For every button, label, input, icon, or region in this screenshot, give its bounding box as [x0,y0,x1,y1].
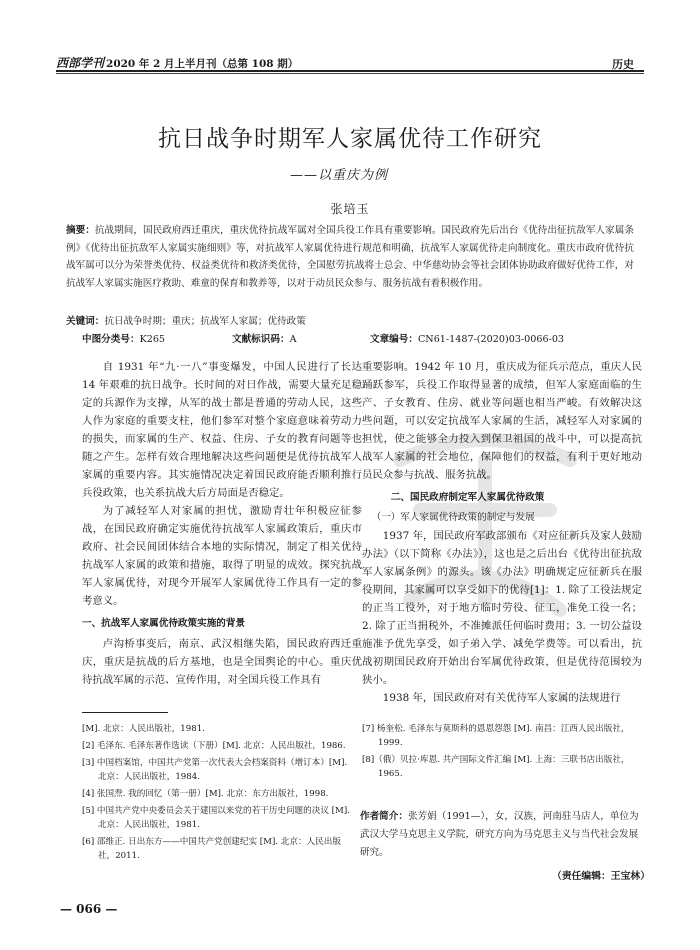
section-heading: 一、抗战军人家属优待政策实施的背景 [82,618,246,629]
reference-item: [8]（俄）贝拉·库恩. 共产国际文件汇编 [M]. 上海：三联书店出版社，1965. [362,755,630,779]
reference-item: [5] 中国共产党中央委员会关于建国以来党的若干历史问题的决议 [M]. 北京：人民出版社，1981. [82,806,350,830]
journal-name: 西部学刊 [56,56,105,70]
paragraph: 卢沟桥事变后，南京、武汉相继失陷，国民政府西迁重庆，重庆是抗战的后方基地，也是全国舆论的中心。重庆优待抗战军属的示范、宣传作用，对全国兵役工作具有 [82,638,362,686]
abstract [66,222,634,292]
page-number: — 066 — [60,902,118,916]
reference-item: [2] 毛泽东. 毛泽东著作选读（下册）[M]. 北京：人民出版社，1986. [82,741,346,751]
article-number [370,331,564,345]
reference-item: [M]. 北京：人民出版社，1981. [82,724,205,734]
section-heading: 二、国民政府制定军人家属优待政策 [390,492,545,503]
clc-number [82,331,165,345]
keywords-text: 抗日战争时期；重庆；抗战军人家属；优待政策 [104,316,306,327]
article-number-value: CN61-1487-(2020)03-0066-03 [417,334,565,345]
right-column [362,358,642,707]
paragraph: 为了减轻军人对家属的担忧，激励青壮年积极应征参战，在国民政府确定实施优待抗战军人家属政策后，重庆市政府、社会民间团体结合本地的实际情况，制定了相关优待抗战军人家属的政策和措施，取得了明显的成效。探究抗战军人家属优待，对现今开展军人家属优待工作具有一定的参考意义。 [82,505,362,607]
article-author: 张培玉 [330,202,370,216]
header-rule [56,70,644,72]
article-title: 抗日战争时期军人家属优待工作研究 [158,126,542,152]
doc-value: A [289,334,297,345]
header-rule-thin [56,73,644,74]
doc-code [232,331,297,345]
paragraph: 自 1931 年“九·一八”事变爆发，中国人民进行了长达 14 年艰难的抗日战争。长时间的对日作战，需要大量充足稳定的兵源作为支撑，从军的战士都是普通的劳动人民，这些人作为家庭的重要支柱，他们参军对整个家庭意味着劳动力的损失，而家属的生产、权益、住房、子女的教育问题等也随之产生。怎样有效合理地解决这些问题便是优待抗战军人家属的重要内容。其实施情况决定着国民政府能否顺利推行兵役政策，也关系抗战大后方局面是否稳定。 [82,361,362,499]
editor-credit: （责任编辑：王宝林） [552,871,650,882]
section-label: 历史 [612,58,634,71]
reference-item: [3] 中国档案馆，中国共产党第一次代表大会档案资料（增订本）[M]. 北京：人民出版社，1984. [82,758,348,782]
reference-item: [7] 杨奎松. 毛泽东与莫斯科的恩恩怨怨 [M]. 南昌：江西人民出版社，1999. [362,724,630,748]
keywords-label: 关键词： [66,316,105,327]
journal-issue: 2020 年 2 月上半月刊（总第 108 期） [106,58,299,70]
clc-label: 中图分类号： [82,334,140,345]
keywords [66,313,634,327]
article-subtitle: ——以重庆为例 [290,168,389,183]
subsection-heading: （一）军人家属优待政策的制定与发展 [371,512,535,523]
left-column [82,358,362,689]
references-right [362,722,644,784]
abstract-text: 抗战期间，国民政府西迁重庆，重庆优待抗战军属对全国兵役工作具有重要影响。国民政府先后出台《优待出征抗敌军人家属条例》《优待出征抗敌军人家属实施细则》等，对抗战军人家属优待进行规范和明确，抗战军人家属优待走向制度化。重庆市政府优待抗战军属可以分为荣誉类优待、权益类优待和救济类优待，全国慰劳抗战将士总会、中华慈幼协会等社会团体协助政府做好优待工作，对抗战军人家属实施医疗救助、难童的保育和教养等，以对于动员民众参与、服务抗战有着积极作用。 [66,225,635,289]
clc-value: K265 [139,334,166,345]
paragraph: 1938 年，国民政府对有关优待军人家属的法规进行 [382,692,621,704]
author-info-text: 张芳娟（1991—），女，汉族，河南驻马店人，单位为武汉大学马克思主义学院，研究方向为马克思主义与当代社会发展研究。 [360,811,639,858]
reference-item: [6] 邵维正. 日出东方——中国共产党创建纪实 [M]. 北京：人民出版社，2011. [82,837,341,861]
reference-rule [82,712,168,713]
references-left [82,722,352,866]
paragraph: 1937 年，国民政府军政部颁布《对应征新兵及家人鼓励办法》（以下简称《办法》），这也是之后出台《优待出征抗敌军人家属条例》的源头。该《办法》明确规定应征新兵在服役期间，其家属可以享受如下的优待[1]：1. 除了工役法规定的正当工役外，对于地方临时劳役、征工，准免工役一名；2. 除了正当捐税外，不准摊派任何临时费用；3. 一切公益设施准予优先享受，如子弟入学、减免学费等。可以看出，抗战初期国民政府开始出台军属优待政策，但是优待范围较为狭小。 [362,530,642,686]
doc-label: 文献标识码： [232,334,290,345]
author-info-label: 作者简介： [360,811,408,822]
paragraph: 重要影响。1942 年 10 月，重庆成为征兵示范点，重庆人民踊跃参军，兵役工作取得显著的成绩，但军人家庭面临的生产、子女教育、住房、就业等问题也相当严峻。有效解决这些问题，可以安定抗战军人家属的生活，减轻军人对家属的担忧，使之能够全力投入到保卫祖国的战斗中，可以提高抗战军人家属的社会地位，保障他们的权益，有利于更好地动员民众参与抗战、服务抗战。 [362,361,642,481]
article-number-label: 文章编号： [370,334,418,345]
abstract-label: 摘要： [66,225,95,236]
reference-item: [4] 张国焘. 我的回忆（第一册）[M]. 北京：东方出版社，1998. [82,789,329,799]
journal-header [56,54,298,71]
author-info [360,808,646,862]
